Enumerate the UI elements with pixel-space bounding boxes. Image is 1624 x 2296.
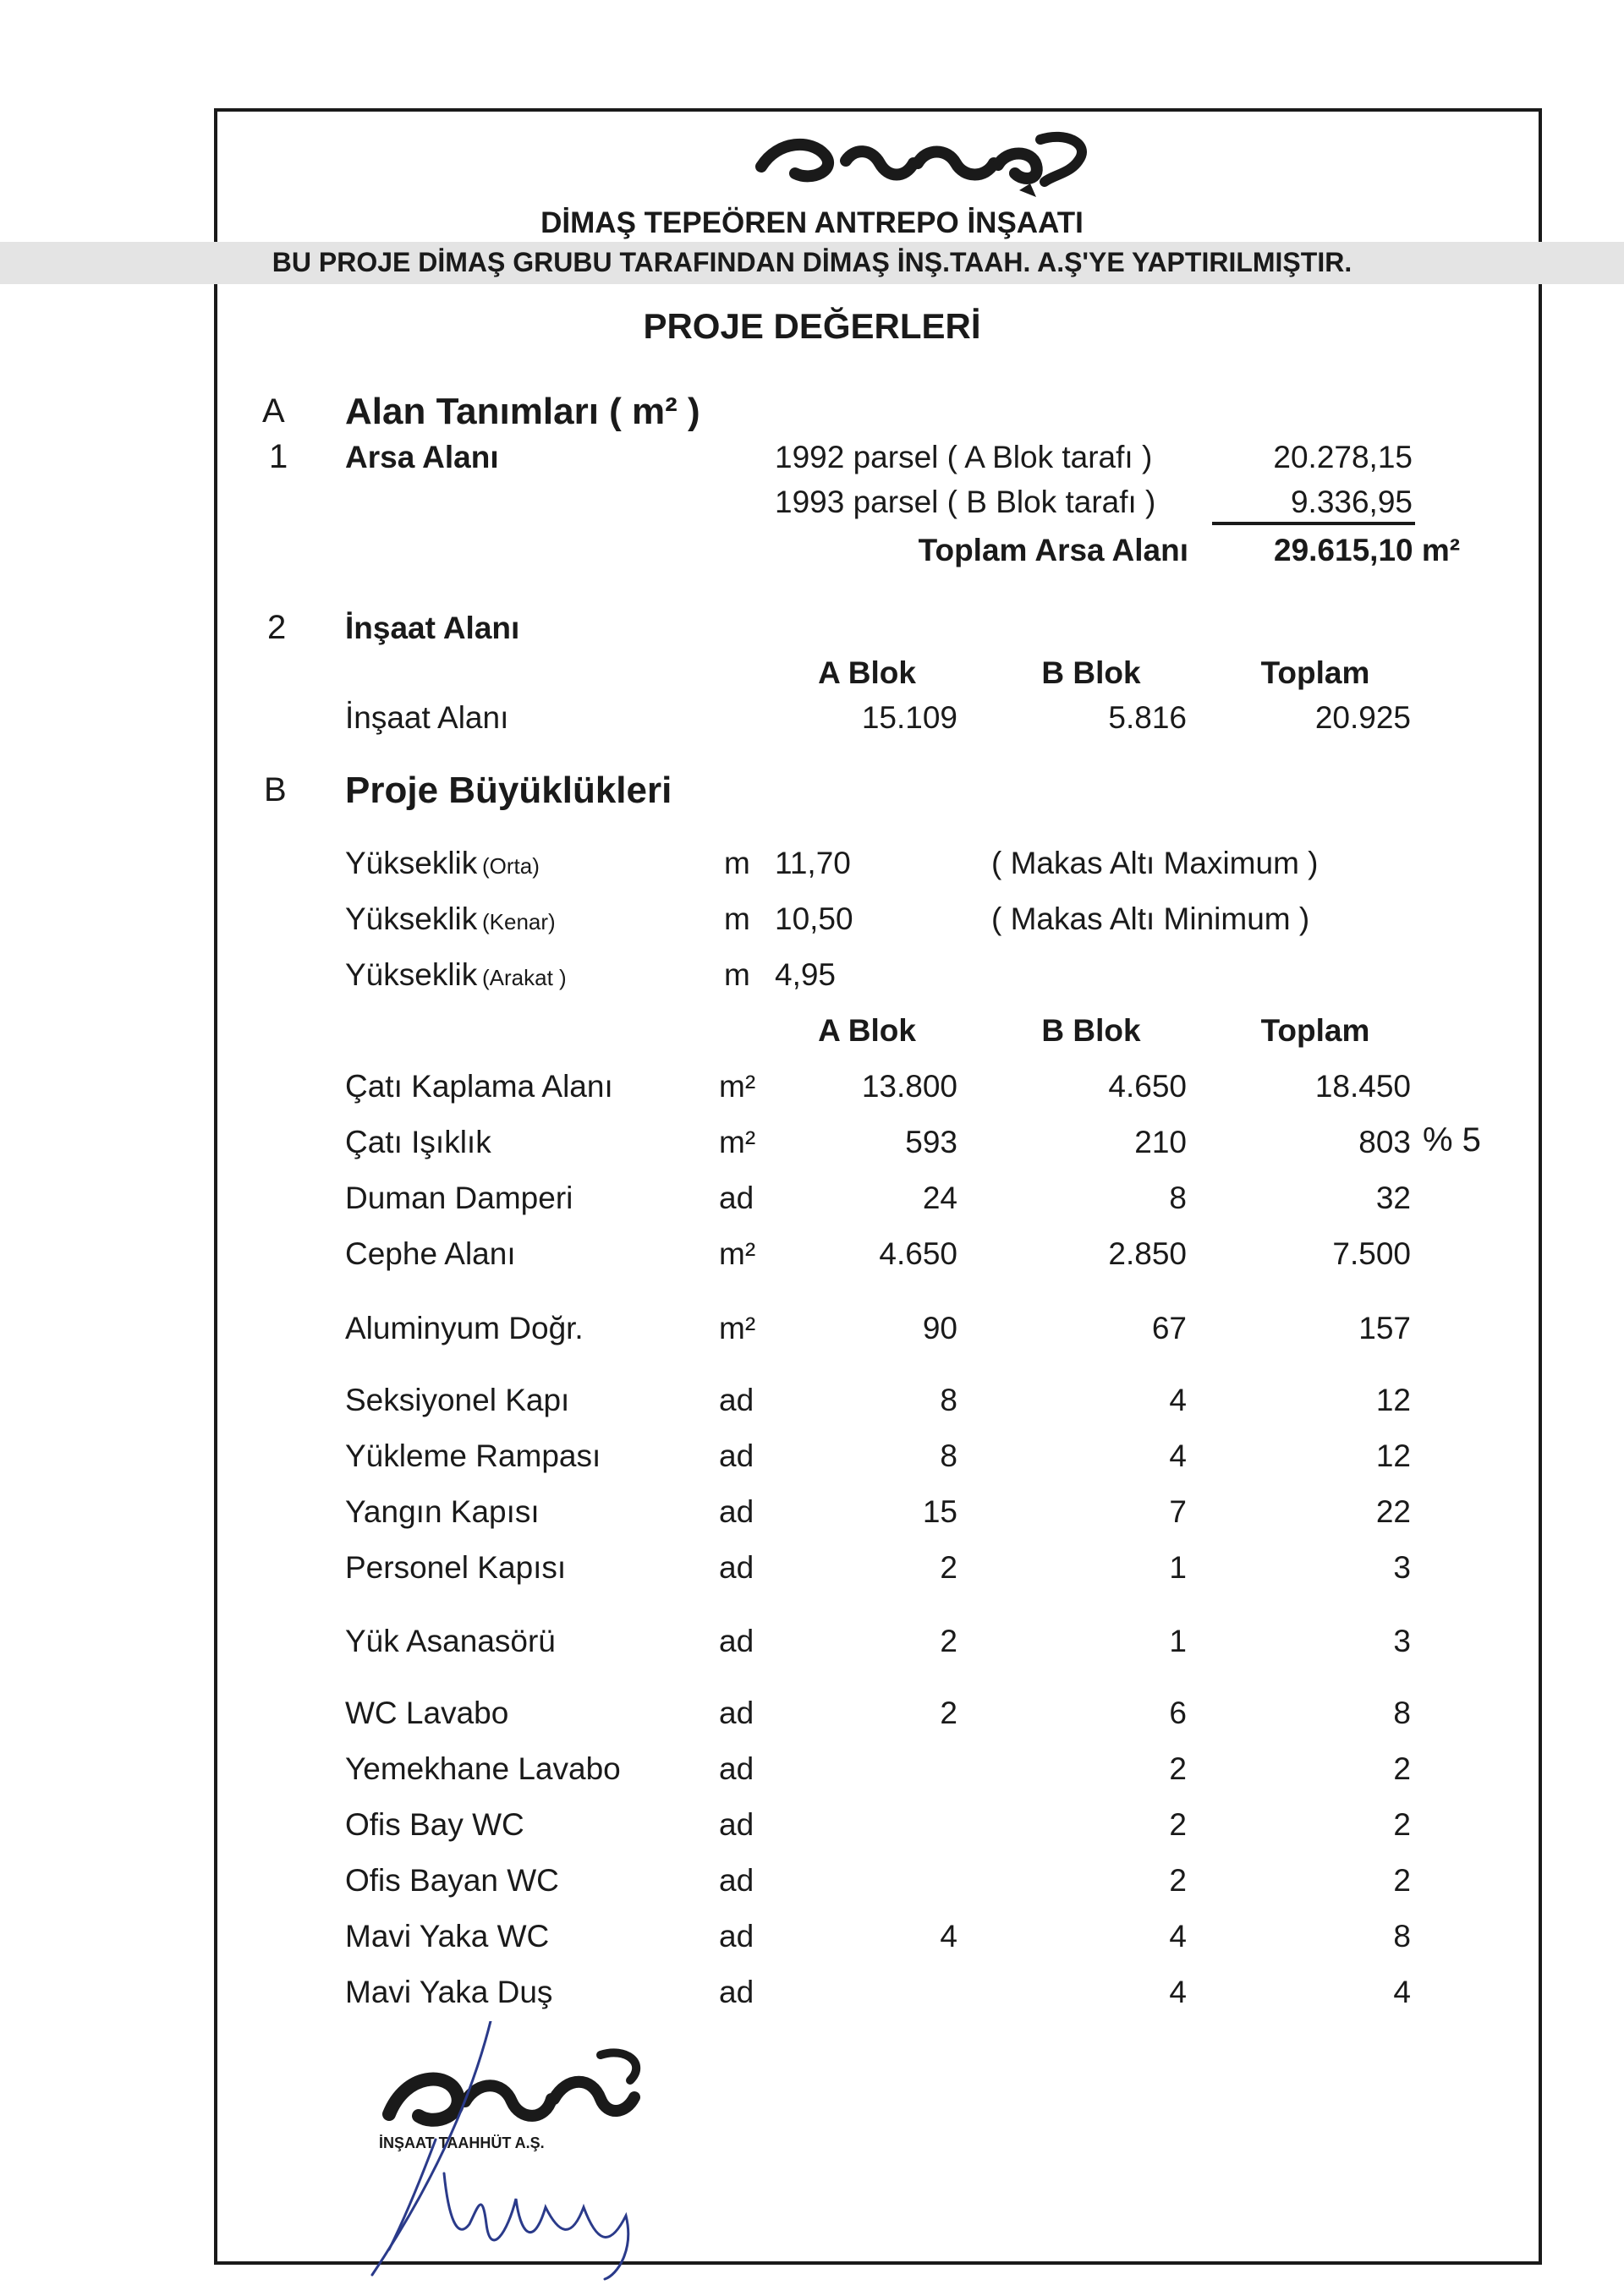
item-b-value: 2	[1169, 1751, 1187, 1786]
item-total-value: 4	[1393, 1975, 1411, 2009]
b-col-a: A Blok	[818, 1013, 916, 1048]
height-value: 11,70	[775, 846, 851, 880]
item-label: Çatı Işıklık	[345, 1125, 491, 1159]
section-a-letter: A	[262, 392, 285, 430]
item-unit: ad	[719, 1438, 754, 1473]
arsa-row-2-value: 9.336,95	[1290, 485, 1413, 519]
item-label: Aluminyum Doğr.	[345, 1311, 584, 1345]
arsa-row-1-value: 20.278,15	[1273, 440, 1413, 474]
item-label: Mavi Yaka Duş	[345, 1975, 553, 2009]
item-a-value: 13.800	[861, 1069, 957, 1104]
item-total-value: 8	[1393, 1696, 1411, 1730]
item-total-value: 12	[1375, 1383, 1411, 1417]
item-unit: ad	[719, 1919, 754, 1954]
item-label: Yemekhane Lavabo	[345, 1751, 621, 1786]
item-total-value: 2	[1393, 1863, 1411, 1898]
insaat-col-a: A Blok	[818, 655, 916, 690]
item-unit: ad	[719, 1383, 754, 1417]
item-b-value: 67	[1151, 1311, 1187, 1345]
item-total-value: 2	[1393, 1751, 1411, 1786]
item-unit: m²	[719, 1125, 756, 1159]
section-a-title: Alan Tanımları ( m² )	[345, 391, 700, 432]
item-unit: m²	[719, 1236, 756, 1271]
item-label: Ofis Bayan WC	[345, 1863, 559, 1898]
insaat-b-value: 5.816	[1108, 700, 1187, 735]
item-label: Seksiyonel Kapı	[345, 1383, 570, 1417]
section-b-letter: B	[264, 771, 287, 808]
b-col-total: Toplam	[1260, 1013, 1370, 1048]
item-label: Personel Kapısı	[345, 1550, 567, 1585]
height-unit: m	[724, 957, 750, 992]
arsa-total-value: 29.615,10 m²	[1274, 533, 1461, 567]
height-value: 4,95	[775, 957, 837, 992]
item-unit: m²	[719, 1069, 756, 1104]
item-total-value: 157	[1358, 1311, 1411, 1345]
page-title: PROJE DEĞERLERİ	[643, 306, 981, 346]
item-a-value: 15	[922, 1494, 957, 1529]
arsa-total-label: Toplam Arsa Alanı	[918, 533, 1188, 567]
item-b-value: 6	[1169, 1696, 1187, 1730]
company-line: DİMAŞ TEPEÖREN ANTREPO İNŞAATI	[540, 206, 1084, 239]
svg-text:İNŞAAT TAAHHÜT A.Ş.: İNŞAAT TAAHHÜT A.Ş.	[379, 2134, 545, 2151]
item-a-value: 2	[940, 1696, 957, 1730]
item-label: Yükleme Rampası	[345, 1438, 601, 1473]
insaat-col-b: B Blok	[1041, 655, 1141, 690]
item-label: Yük Asanasörü	[345, 1624, 556, 1658]
item-total-value: 32	[1375, 1181, 1411, 1215]
item-unit: ad	[719, 1975, 754, 2009]
item-label: Cephe Alanı	[345, 1236, 516, 1271]
item-total-value: 2	[1393, 1807, 1411, 1842]
item-unit: ad	[719, 1863, 754, 1898]
height-note: ( Makas Altı Maximum )	[991, 846, 1319, 880]
item-unit: ad	[719, 1807, 754, 1842]
dimas-logo	[744, 114, 1100, 203]
item-unit: m²	[719, 1311, 756, 1345]
arsa-row-1-desc: 1992 parsel ( A Blok tarafı )	[775, 440, 1153, 474]
item-label: WC Lavabo	[345, 1696, 509, 1730]
item-unit: ad	[719, 1181, 754, 1215]
arsa-row-2-desc: 1993 parsel ( B Blok tarafı )	[775, 485, 1156, 519]
item-total-value: 7.500	[1332, 1236, 1411, 1271]
insaat-label: İnşaat Alanı	[345, 611, 520, 645]
item-b-value: 8	[1169, 1181, 1187, 1215]
item-label: Mavi Yaka WC	[345, 1919, 550, 1954]
item-unit: ad	[719, 1550, 754, 1585]
item-a-value: 8	[940, 1438, 957, 1473]
insaat-col-total: Toplam	[1260, 655, 1370, 690]
height-unit: m	[724, 901, 750, 936]
item-unit: ad	[719, 1751, 754, 1786]
item-b-value: 7	[1169, 1494, 1187, 1529]
item-total-value: 3	[1393, 1550, 1411, 1585]
height-qualifier: (Orta)	[482, 853, 540, 879]
height-value: 10,50	[775, 901, 853, 936]
insaat-a-value: 15.109	[861, 700, 957, 735]
item-total-value: 18.450	[1314, 1069, 1411, 1104]
item-b-value: 1	[1169, 1624, 1187, 1658]
item-b-value: 4.650	[1108, 1069, 1187, 1104]
item-total-value: 12	[1375, 1438, 1411, 1473]
item-total-value: 3	[1393, 1624, 1411, 1658]
item-a-value: 2	[940, 1550, 957, 1585]
height-note: ( Makas Altı Minimum )	[991, 901, 1310, 936]
item-b-value: 210	[1134, 1125, 1187, 1159]
item-a-value: 8	[940, 1383, 957, 1417]
insaat-row-label: İnşaat Alanı	[345, 700, 509, 735]
insaat-total-value: 20.925	[1314, 700, 1411, 735]
b-col-b: B Blok	[1041, 1013, 1141, 1048]
item-a-value: 593	[905, 1125, 957, 1159]
item-a-value: 4.650	[879, 1236, 957, 1271]
insaat-number: 2	[267, 609, 287, 646]
item-a-value: 2	[940, 1624, 957, 1658]
height-qualifier: (Kenar)	[482, 909, 556, 934]
item-total-value: 22	[1375, 1494, 1411, 1529]
item-label: Yangın Kapısı	[345, 1494, 540, 1529]
item-unit: ad	[719, 1494, 754, 1529]
item-b-value: 4	[1169, 1438, 1187, 1473]
height-label: Yükseklik	[345, 957, 478, 992]
item-b-value: 4	[1169, 1383, 1187, 1417]
item-b-value: 2	[1169, 1863, 1187, 1898]
item-b-value: 2	[1169, 1807, 1187, 1842]
item-a-value: 24	[922, 1181, 957, 1215]
item-b-value: 4	[1169, 1975, 1187, 2009]
height-label: Yükseklik	[345, 901, 478, 936]
item-label: Duman Damperi	[345, 1181, 573, 1215]
subtitle: BU PROJE DİMAŞ GRUBU TARAFINDAN DİMAŞ İNŞ.TAAH. A.Ş'YE YAPTIRILMIŞTIR.	[272, 247, 1352, 277]
item-b-value: 1	[1169, 1550, 1187, 1585]
arsa-number: 1	[269, 438, 288, 475]
item-label: Çatı Kaplama Alanı	[345, 1069, 613, 1104]
item-b-value: 4	[1169, 1919, 1187, 1954]
item-label: Ofis Bay WC	[345, 1807, 524, 1842]
height-unit: m	[724, 846, 750, 880]
section-b-title: Proje Büyüklükleri	[345, 770, 672, 811]
company-stamp-signature	[355, 2021, 660, 2283]
sum-underline	[1212, 522, 1415, 525]
height-label: Yükseklik	[345, 846, 478, 880]
item-total-value: 8	[1393, 1919, 1411, 1954]
arsa-label: Arsa Alanı	[345, 440, 499, 474]
item-a-value: 90	[922, 1311, 957, 1345]
item-extra-note: % 5	[1423, 1121, 1481, 1159]
height-qualifier: (Arakat )	[482, 965, 567, 990]
item-b-value: 2.850	[1108, 1236, 1187, 1271]
item-unit: ad	[719, 1696, 754, 1730]
item-total-value: 803	[1358, 1125, 1411, 1159]
item-a-value: 4	[940, 1919, 957, 1954]
item-unit: ad	[719, 1624, 754, 1658]
